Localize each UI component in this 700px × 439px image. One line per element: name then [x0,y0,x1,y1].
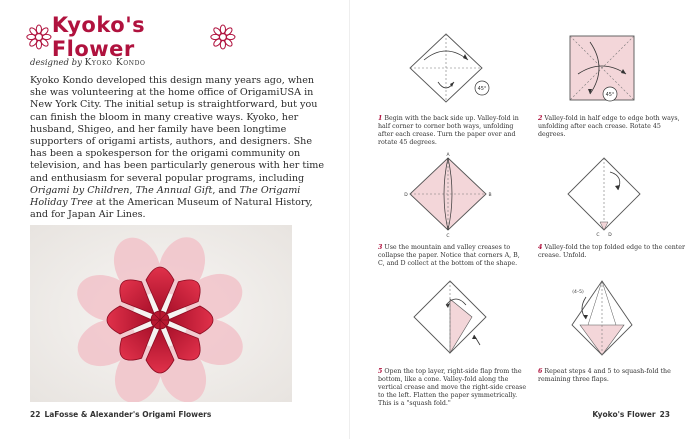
right-footer [592,410,670,419]
book-title: LaFosse & Alexander's Origami Flowers [44,410,212,419]
step-1-angle: 45° [477,86,487,92]
corner-label: D [608,233,612,238]
chapter-title: Kyoko's Flower [592,410,656,419]
flower-ornament-icon [26,22,52,52]
step-2-caption: 2 Valley-fold in half edge to edge both ways, unfolding after each crease. Rotate 45 degrees. [538,115,680,138]
right-page [350,0,700,439]
step-1-caption: 1 Begin with the back side up. Valley-fold in half corner to corner both ways, unfolding after each crease. Turn the paper over and rotate 45 degrees. [378,115,519,146]
repeat-label: (4–5) [572,290,584,295]
corner-label: C [446,234,450,238]
page-number: 22 [30,410,41,419]
step-4-diagram [558,150,650,238]
step-6-diagram [556,275,648,363]
step-2-angle: 45° [605,92,615,98]
left-footer [30,410,211,419]
title-row [26,13,236,61]
intro-paragraph: Kyoko Kondo developed this design many years ago, when she was volunteering at the home office of OrigamiUSA in New York City. The initial setup is straightforward, but you can finish the bloom in many creative ways. Kyoko, her husband, Shigeo, and her family have been longtime supporters of origami artists, authors, and designers. She has been a spokesperson for the origami community on television, and has been particularly generous with her time and enthusiasm for several popular programs, including Origami by Children, The Annual Gift, and The Origami Holiday Tree at the American Museum of Natural History, and for Japan Air Lines. [30,75,325,221]
step-2-diagram [562,28,652,110]
step-3-diagram [402,150,498,238]
corner-label: D [404,193,408,198]
corner-label: B [488,193,492,198]
step-4-caption: 4 Valley-fold the top folded edge to the center crease. Unfold. [538,244,686,259]
step-1-diagram [402,28,498,110]
page-title: Kyoko's Flower [51,13,146,61]
designer-credit: designed by Kyoko Kondo [30,58,146,68]
designer-name: Kyoko Kondo [84,58,146,68]
step-3-caption: 3 Use the mountain and valley creases to collapse the paper. Notice that corners A, B, C, and D collect at the bottom of the shape. [378,244,520,267]
page-number: 23 [659,410,670,419]
step-5-caption: 5 Open the top layer, right-side flap from the bottom, like a cone. Valley-fold along the vertical crease and move the right-side crease to the left. Flatten the paper symmetrically. This is a "squash fold." [378,368,527,407]
corner-label: A [446,153,450,158]
flower-ornament-icon [210,22,236,52]
corner-label: C [596,233,600,238]
step-6-caption: 6 Repeat steps 4 and 5 to squash-fold the remaining three flaps. [538,368,671,383]
step-5-diagram [406,275,498,363]
flower-photo [30,225,292,402]
